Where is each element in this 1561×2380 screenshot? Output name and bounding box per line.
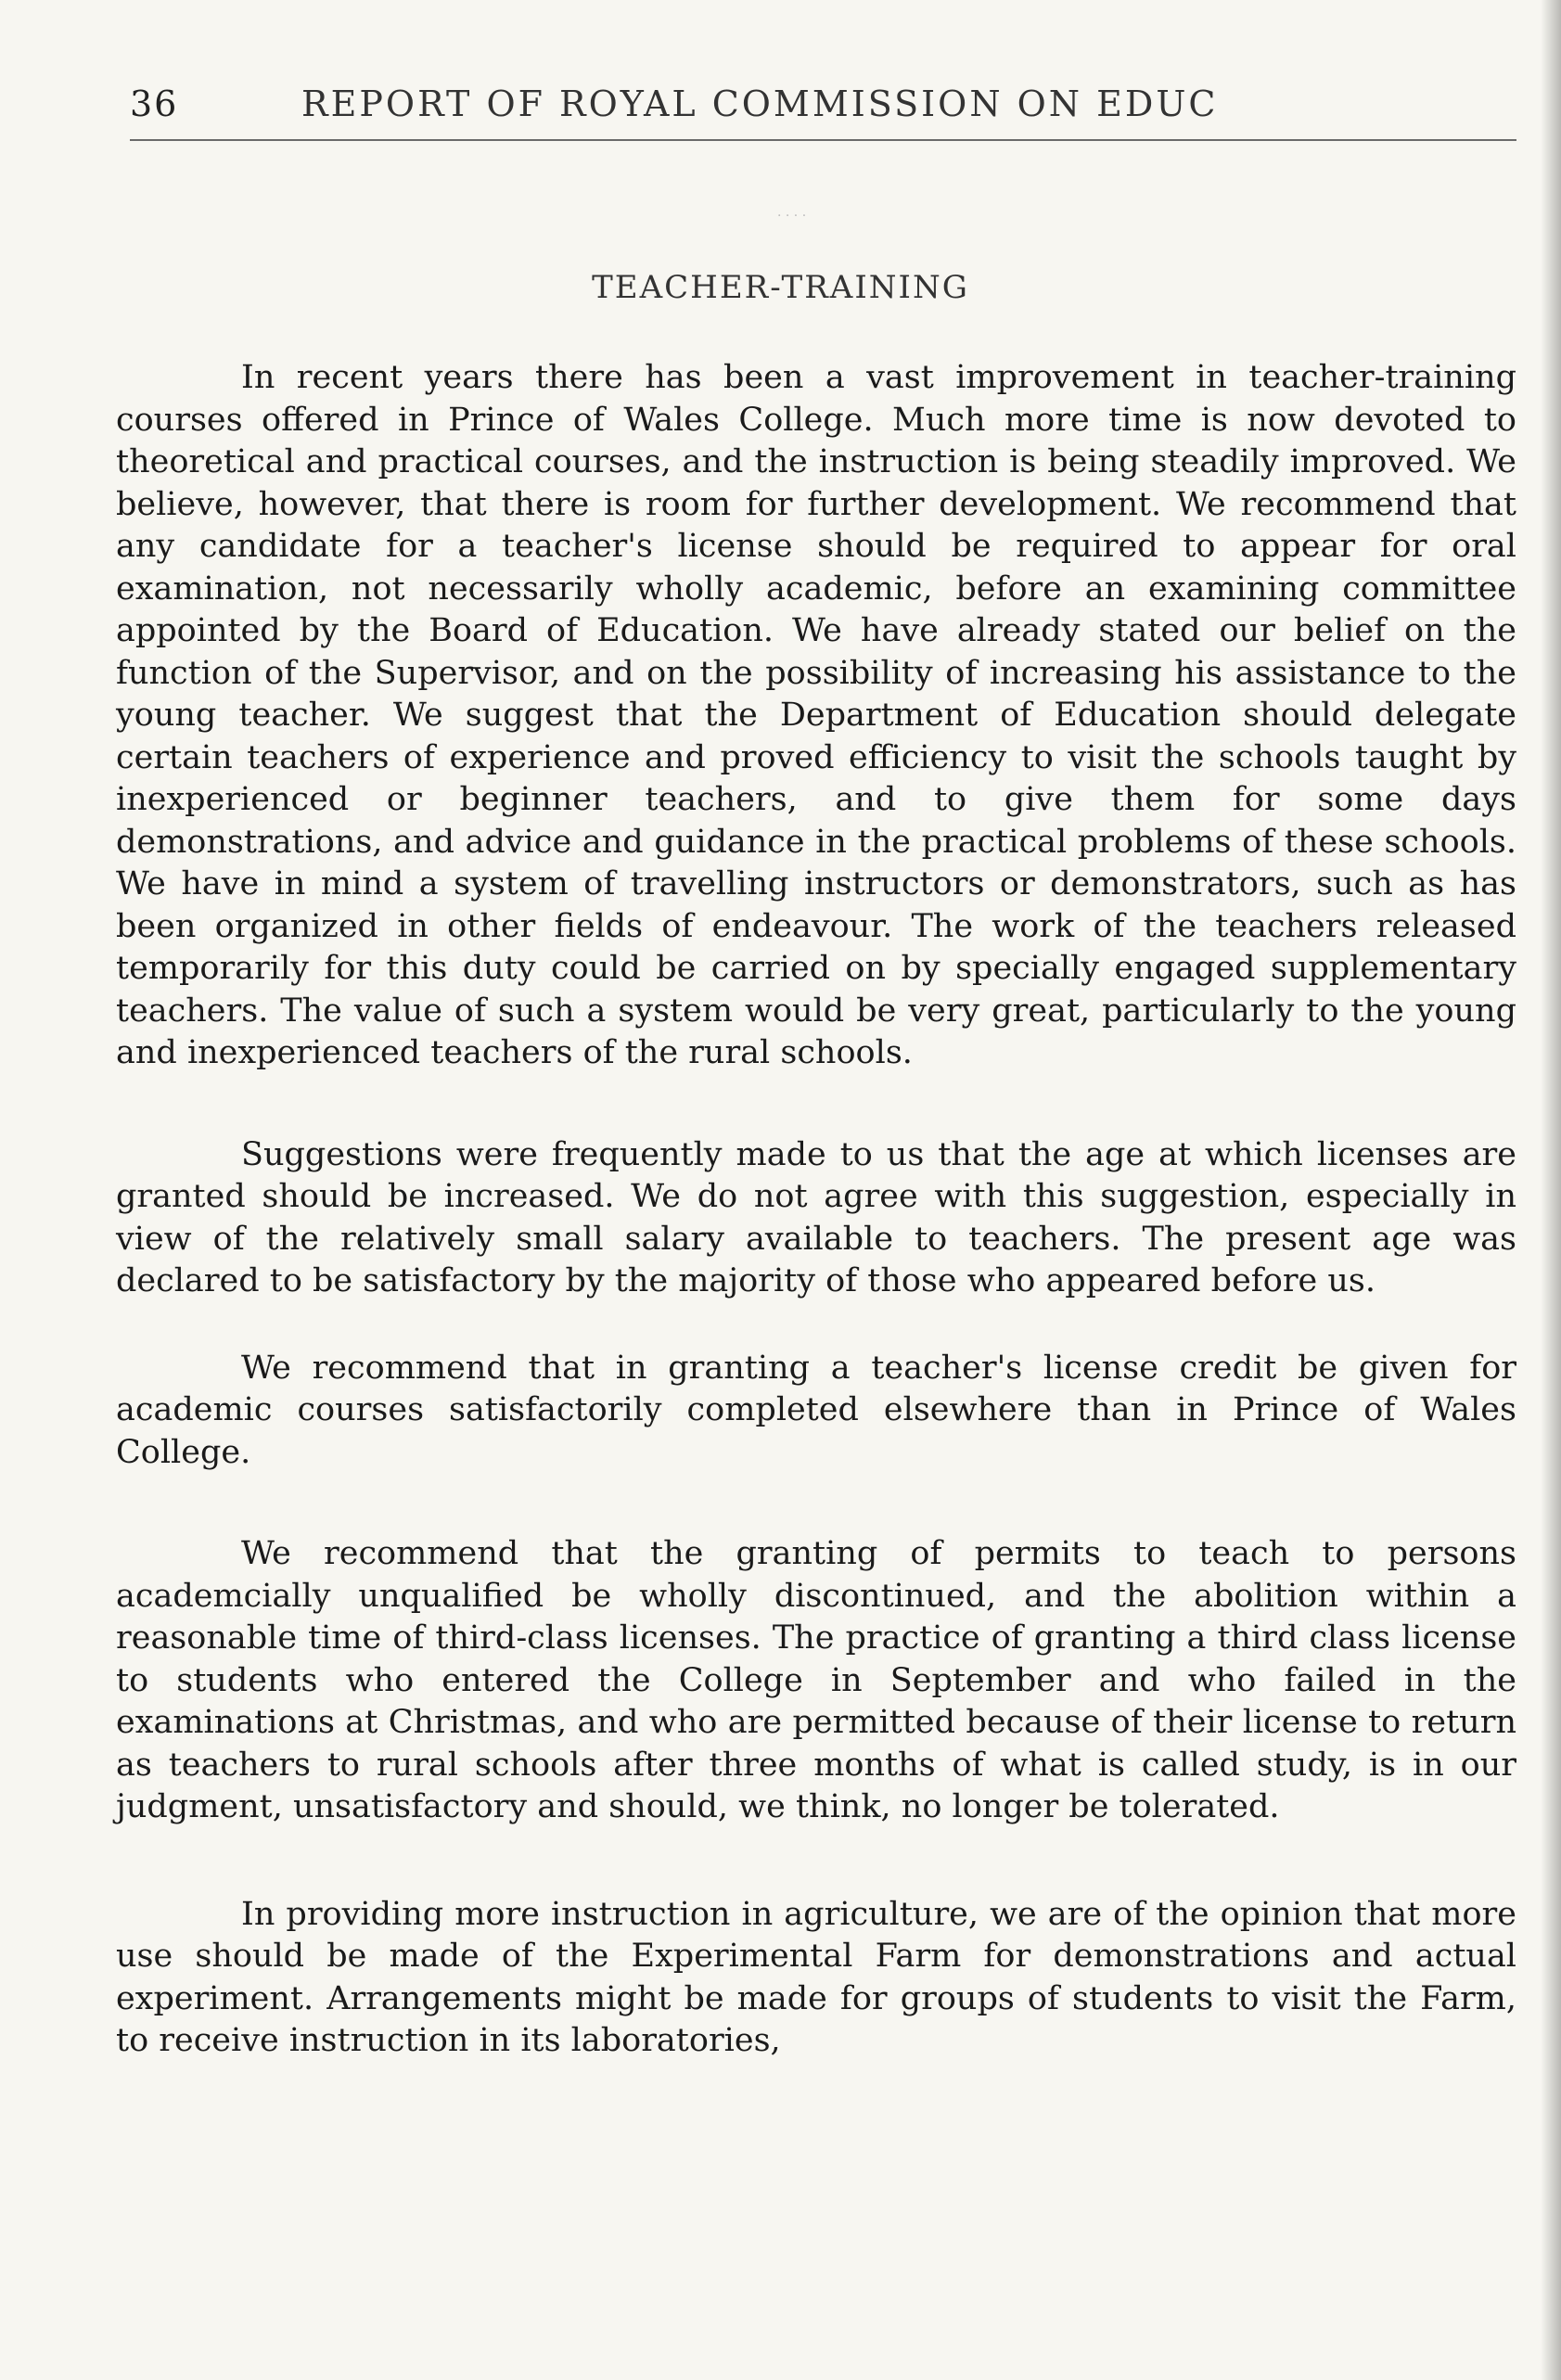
section-heading: TEACHER-TRAINING: [592, 269, 969, 306]
running-title: REPORT OF ROYAL COMMISSION ON EDUC: [301, 83, 1219, 124]
paragraph: In providing more instruction in agriculture, we are of the opinion that more use should be made of the Experimental Farm for demonstrations and actual experiment. Arrangements might be made for groups of students to visit the Farm, to receive instruction in its laboratories,: [116, 1895, 1516, 2059]
page-number: 36: [130, 83, 179, 124]
header-rule: [130, 139, 1516, 141]
body-text: [116, 357, 1516, 2109]
page-edge-shadow: [1541, 0, 1561, 2380]
paragraph: In recent years there has been a vast improvement in teacher-training courses offered in Prince of Wales College. Much more time is now devoted to theoretical and practical courses, and the instruction is being steadily improved. We believe, however, that there is room for further development. We recommend that any candidate for a teacher's license should be required to appear for oral examination, not necessarily wholly academic, before an examining committee appointed by the Board of Education. We have already stated our belief on the function of the Supervisor, and on the possibility of increasing his assistance to the young teacher. We suggest that the Department of Education should delegate certain teachers of experience and proved efficiency to visit the schools taught by inexperienced or beginner teachers, and to give them for some days demonstrations, and advice and guidance in the practical problems of these schools. We have in mind a system of travelling instructors or demonstrators, such as has been organized in other fields of endeavour. The work of the teachers released temporarily for this duty could be carried on by specially engaged supplementary teachers. The value of such a system would be very great, particularly to the young and inexperienced teachers of the rural schools.: [116, 359, 1516, 1071]
paragraph: We recommend that the granting of permits to teach to persons academcially unqualified be wholly discontinued, and the abolition within a reasonable time of third-class licenses. The practice of granting a third class license to students who entered the College in September and who failed in the examinations at Christmas, and who are permitted because of their license to return as teachers to rural schools after three months of what is called study, is in our judgment, unsatisfactory and should, we think, no longer be tolerated.: [116, 1535, 1516, 1825]
ink-smudge: · · · ·: [777, 209, 807, 224]
running-head: [130, 83, 1521, 130]
paragraph: We recommend that in granting a teacher's license credit be given for academic courses satisfactorily completed elsewhere than in Prince of Wales College.: [116, 1349, 1516, 1471]
paragraph: Suggestions were frequently made to us that the age at which licenses are granted should be increased. We do not agree with this suggestion, especially in view of the relatively small salary available to teachers. The present age was declared to be satisfactory by the majority of those who appeared before us.: [116, 1135, 1516, 1299]
